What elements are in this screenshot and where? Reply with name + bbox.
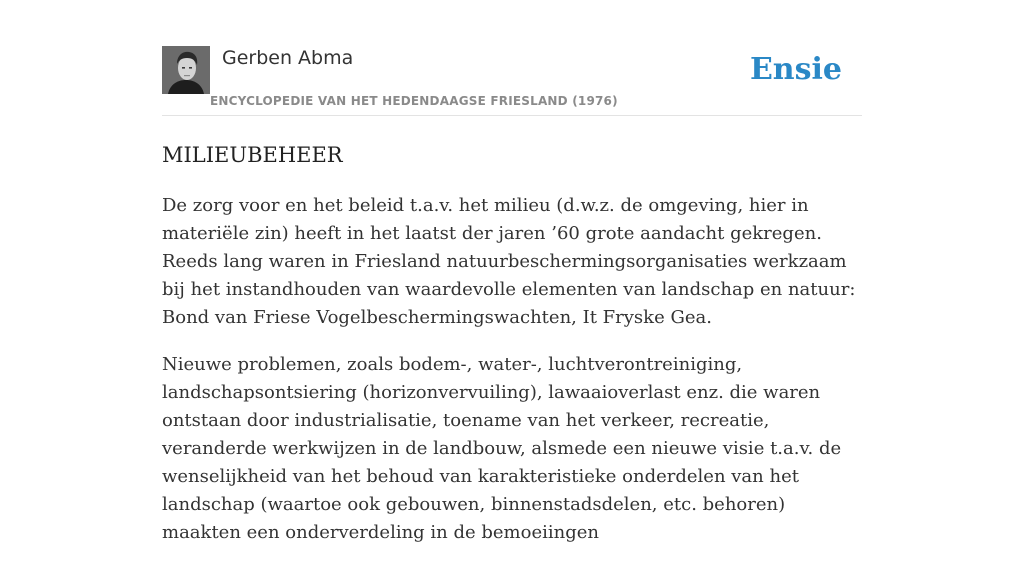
author-portrait-icon <box>162 46 210 94</box>
article-paragraph: De zorg voor en het beleid t.a.v. het milieu (d.w.z. de omgeving, hier in materiële zin) heeft in het laatst der jaren ’60 grote aandacht gekregen. Reeds lang waren in Friesland natuurbeschermingsorganisaties werkzaam bij het instandhouden van waardevolle elementen van landschap en natuur: Bond van Friese Vogelbeschermingswachten, It Fryske Gea. <box>162 195 856 328</box>
article-body <box>162 192 862 566</box>
article-paragraph: Nieuwe problemen, zoals bodem-, water-, luchtverontreiniging, landschapsontsiering (horizonvervuiling), lawaaioverlast enz. die waren ontstaan door industrialisatie, toename van het verkeer, recreatie, veranderde werkwijzen in de landbouw, alsmede een nieuwe visie t.a.v. de wenselijkheid van het behoud van karakteristieke onderdelen van het landschap (waartoe ook gebouwen, binnenstadsdelen, etc. behoren) maakten een onderverdeling in de bemoeiingen <box>162 354 842 543</box>
brand-logo[interactable]: Ensie <box>749 52 842 87</box>
author-avatar[interactable] <box>162 46 210 94</box>
article-header <box>162 46 862 116</box>
article-title: MILIEUBEHEER <box>162 143 343 167</box>
source-label[interactable]: ENCYCLOPEDIE VAN HET HEDENDAAGSE FRIESLAND (1976) <box>210 94 618 108</box>
author-name[interactable]: Gerben Abma <box>222 47 354 69</box>
